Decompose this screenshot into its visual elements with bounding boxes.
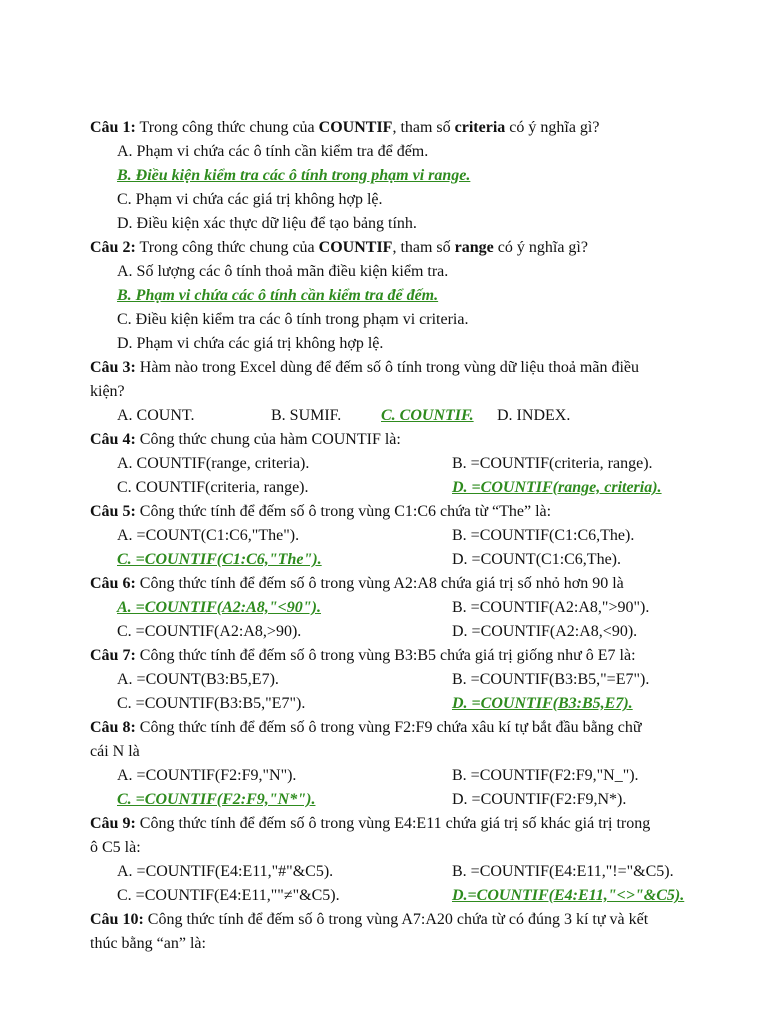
question-text: Công thức tính để đếm số ô trong vùng A2:A8 chứa giá trị số nhỏ hơn 90 là (135, 575, 624, 592)
question-text: , tham số (392, 119, 455, 136)
question-text-cont: kiện? (90, 383, 125, 400)
question-text: có ý nghĩa gì? (493, 239, 588, 256)
correct-answer: D. =COUNTIF(B3:B5,E7). (452, 695, 633, 712)
question-label: Câu 6: (90, 575, 136, 592)
question-label: Câu 5: (90, 503, 136, 520)
question-text: Công thức tính để đếm số ô trong vùng F2:F9 chứa xâu kí tự bắt đầu bằng chữ (135, 719, 642, 736)
correct-answer: A. =COUNTIF(A2:A8,"<90"). (117, 599, 322, 616)
question-label: Câu 8: (90, 719, 136, 736)
question-label: Câu 7: (90, 647, 136, 664)
keyword: COUNTIF (318, 119, 393, 136)
question-4 (90, 430, 401, 450)
option-c: C. COUNTIF(criteria, range). (117, 479, 309, 496)
question-text: , tham số (392, 239, 455, 256)
correct-answer: B. Điều kiện kiểm tra các ô tính trong phạm vi range. (117, 167, 471, 184)
question-label: Câu 9: (90, 815, 136, 832)
option-d: D. INDEX. (497, 407, 571, 424)
correct-answer: D. =COUNTIF(range, criteria). (452, 479, 662, 496)
question-text-cont: cái N là (90, 743, 140, 760)
question-2 (90, 238, 588, 258)
option-c: C. =COUNTIF(B3:B5,"E7"). (117, 695, 306, 712)
question-1 (90, 118, 599, 138)
keyword: COUNTIF (318, 239, 393, 256)
option-d: D. =COUNTIF(F2:F9,N*). (452, 791, 627, 808)
question-text: có ý nghĩa gì? (505, 119, 600, 136)
option-d: D. Phạm vi chứa các giá trị không hợp lệ. (117, 335, 384, 352)
question-text: Trong công thức chung của (135, 239, 319, 256)
question-text-cont: thúc bằng “an” là: (90, 935, 206, 952)
option-a: A. =COUNT(C1:C6,"The"). (117, 527, 300, 544)
keyword: criteria (454, 119, 506, 136)
option-c: C. =COUNTIF(A2:A8,>90). (117, 623, 302, 640)
question-label: Câu 1: (90, 119, 136, 136)
question-3 (90, 358, 639, 378)
option-b: B. =COUNTIF(criteria, range). (452, 455, 653, 472)
question-label: Câu 10: (90, 911, 144, 928)
option-b: B. =COUNTIF(F2:F9,"N_"). (452, 767, 639, 784)
correct-answer: D.=COUNTIF(E4:E11,"<>"&C5). (452, 887, 685, 904)
question-text: Công thức tính để đếm số ô trong vùng C1:C6 chứa từ “The” là: (135, 503, 552, 520)
option-a: A. Phạm vi chứa các ô tính cần kiểm tra để đếm. (117, 143, 429, 160)
option-a: A. =COUNTIF(E4:E11,"#"&C5). (117, 863, 334, 880)
question-7 (90, 646, 636, 666)
option-b: B. =COUNTIF(E4:E11,"!="&C5). (452, 863, 674, 880)
correct-answer: C. COUNTIF. (381, 407, 474, 424)
question-5 (90, 502, 551, 522)
question-text-cont: ô C5 là: (90, 839, 141, 856)
correct-answer: C. =COUNTIF(F2:F9,"N*"). (117, 791, 316, 808)
question-text: Công thức tính để đếm số ô trong vùng B3:B5 chứa giá trị giống như ô E7 là: (135, 647, 636, 664)
question-10 (90, 910, 648, 930)
question-6 (90, 574, 624, 594)
question-label: Câu 3: (90, 359, 136, 376)
question-text: Hàm nào trong Excel dùng để đếm số ô tính trong vùng dữ liệu thoả mãn điều (135, 359, 640, 376)
option-d: D. =COUNTIF(A2:A8,<90). (452, 623, 638, 640)
question-9 (90, 814, 650, 834)
question-8 (90, 718, 642, 738)
option-b: B. =COUNTIF(C1:C6,The). (452, 527, 635, 544)
question-text: Công thức tính để đếm số ô trong vùng A7:A20 chứa từ có đúng 3 kí tự và kết (143, 911, 649, 928)
option-a: A. Số lượng các ô tính thoả mãn điều kiện kiểm tra. (117, 263, 449, 280)
option-b: B. =COUNTIF(B3:B5,"=E7"). (452, 671, 650, 688)
keyword: range (454, 239, 494, 256)
question-label: Câu 4: (90, 431, 136, 448)
option-c: C. =COUNTIF(E4:E11,""≠"&C5). (117, 887, 340, 904)
correct-answer: B. Phạm vi chứa các ô tính cần kiểm tra để đếm. (117, 287, 439, 304)
option-d: D. Điều kiện xác thực dữ liệu để tạo bảng tính. (117, 215, 417, 232)
option-a: A. =COUNT(B3:B5,E7). (117, 671, 279, 688)
question-text: Công thức chung của hàm COUNTIF là: (135, 431, 401, 448)
question-text: Công thức tính để đếm số ô trong vùng E4:E11 chứa giá trị số khác giá trị trong (135, 815, 651, 832)
option-a: A. =COUNTIF(F2:F9,"N"). (117, 767, 297, 784)
option-b: B. SUMIF. (271, 407, 342, 424)
option-b: B. =COUNTIF(A2:A8,">90"). (452, 599, 650, 616)
option-a: A. COUNTIF(range, criteria). (117, 455, 310, 472)
correct-answer: C. =COUNTIF(C1:C6,"The"). (117, 551, 322, 568)
option-c: C. Điều kiện kiểm tra các ô tính trong phạm vi criteria. (117, 311, 469, 328)
option-d: D. =COUNT(C1:C6,The). (452, 551, 622, 568)
question-label: Câu 2: (90, 239, 136, 256)
option-c: C. Phạm vi chứa các giá trị không hợp lệ. (117, 191, 383, 208)
option-a: A. COUNT. (117, 407, 195, 424)
question-text: Trong công thức chung của (135, 119, 319, 136)
